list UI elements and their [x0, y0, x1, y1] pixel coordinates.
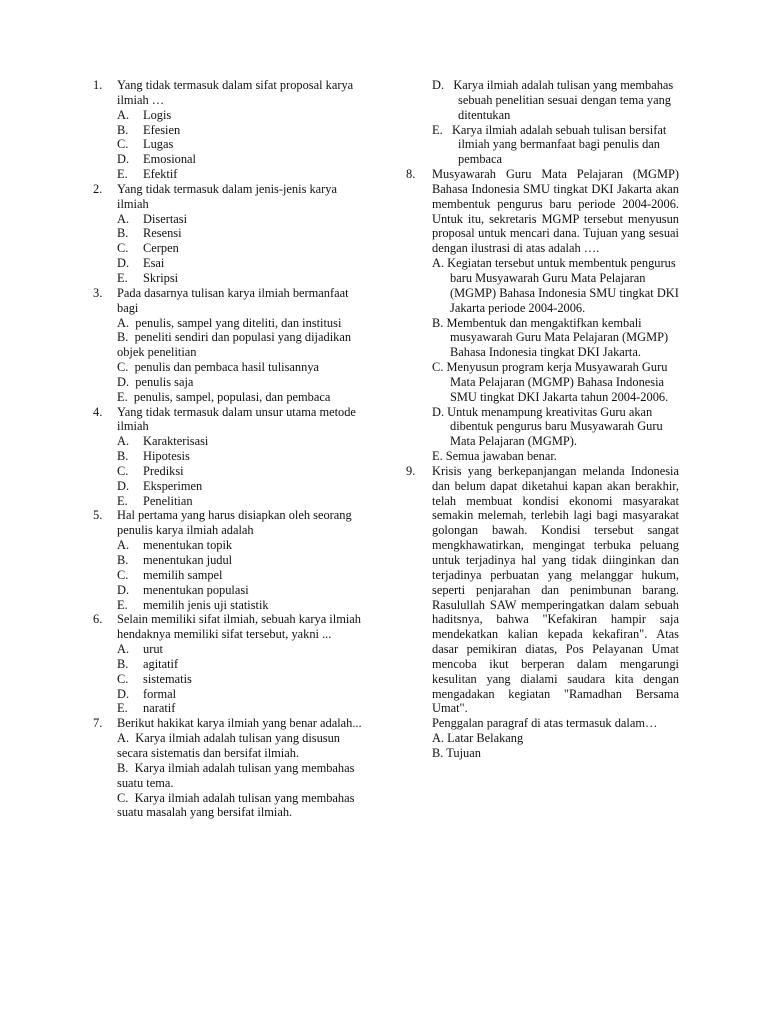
option-a: A. Karakterisasi	[117, 434, 209, 449]
option-a: A. Logis	[117, 107, 172, 122]
option-e: E. Semua jawaban benar.	[432, 449, 557, 464]
question-text: Yang tidak termasuk dalam jenis-jenis karya ilmiah	[117, 181, 337, 211]
question-number: 1.	[93, 78, 103, 92]
question-7-continued	[406, 78, 679, 167]
option-c: C. Prediksi	[117, 463, 184, 478]
question-1	[93, 78, 363, 182]
option-a: A. Latar Belakang	[432, 731, 524, 746]
option-e: E. memilih jenis uji statistik	[117, 597, 269, 612]
question-prompt: Penggalan paragraf di atas termasuk dalam…	[432, 716, 658, 731]
right-column	[406, 78, 679, 761]
option-b: B. agitatif	[117, 656, 179, 671]
option-b: B. menentukan judul	[117, 553, 233, 567]
question-number: 5.	[93, 508, 103, 523]
option-a: A. Karya ilmiah adalah tulisan yang disusun secara sistematis dan bersifat ilmiah.	[117, 731, 340, 760]
option-c: C. sistematis	[117, 671, 192, 686]
question-number: 8.	[406, 167, 416, 182]
option-a: A. urut	[117, 642, 163, 657]
option-b: B. Membentuk dan mengaktifkan kembali musyawarah Guru Mata Pelajaran (MGMP) Bahasa Indonesia tingkat DKI Jakarta.	[432, 315, 669, 360]
option-a: A. Kegiatan tersebut untuk membentuk pengurus baru Musyawarah Guru Mata Pelajaran (MGMP) Bahasa Indonesia SMU tingkat DKI Jakarta periode 2004-2006.	[432, 256, 679, 315]
question-number: 3.	[93, 285, 103, 300]
option-e: E. Skripsi	[117, 270, 179, 285]
option-b: B. Tujuan	[432, 745, 481, 760]
option-c: C. Lugas	[117, 137, 174, 152]
question-7	[93, 716, 363, 820]
option-a: A. menentukan topik	[117, 538, 233, 553]
option-d: D. menentukan populasi	[117, 582, 249, 597]
question-text: Musyawarah Guru Mata Pelajaran (MGMP) Bahasa Indonesia SMU tingkat DKI Jakarta akan membentuk pengurus baru periode 2004-2006. Untuk itu, sekretaris MGMP tersebut menyusun proposal untuk mencari dana. Tujuan yang sesuai dengan ilustrasi di atas adalah ….	[432, 167, 679, 256]
question-5	[93, 508, 363, 612]
option-d: D. Eksperimen	[117, 478, 203, 493]
option-e: E. Karya ilmiah adalah sebuah tulisan bersifat ilmiah yang bermanfaat bagi penulis dan pembaca	[432, 122, 667, 167]
question-8	[406, 167, 679, 464]
question-number: 9.	[406, 463, 416, 478]
option-e: E. naratif	[117, 701, 176, 716]
question-9	[406, 464, 679, 761]
question-number: 4.	[93, 404, 103, 419]
option-b: B. Karya ilmiah adalah tulisan yang membahas suatu tema.	[117, 760, 355, 790]
option-c: C. Cerpen	[117, 241, 179, 256]
question-2	[93, 182, 363, 286]
question-number: 7.	[93, 716, 103, 731]
option-b: B. Efesien	[117, 122, 181, 137]
option-d: D. Emosional	[117, 152, 196, 167]
question-text: Selain memiliki sifat ilmiah, sebuah karya ilmiah hendaknya memiliki sifat tersebut, yakni ...	[117, 612, 361, 642]
question-text: Krisis yang berkepanjangan melanda Indonesia dan belum dapat diketahui kapan akan berakhir, telah membuat kondisi ekonomi masyarakat semakin melemah, terlebih lagi bagi masyarakat golongan bawah. Kondisi tersebut sangat mengkhawatirkan, mengingat terbuka peluang untuk terjadinya hal yang tidak diinginkan dan terjadinya perbuatan yang melanggar hukum, seperti penjarahan dan penimbunan barang. Rasulullah SAW memperingatkan dalam sebuah haditsnya, bahwa "Kefakiran hampir saja mendekatkan kalian kepada kekafiran". Atas dasar pemikiran diatas, Pos Pelayanan Umat mencoba ikut berperan dalam mengarungi kesulitan yang dialami saudara kita dengan mengadakan kegiatan "Ramadhan Bersama Umat".	[432, 463, 679, 716]
option-e: E. penulis, sampel, populasi, dan pembaca	[117, 389, 331, 404]
option-d: D. formal	[117, 686, 177, 701]
question-4	[93, 405, 363, 509]
option-b: B. Hipotesis	[117, 449, 190, 464]
question-6	[93, 612, 363, 716]
question-text: Yang tidak termasuk dalam sifat proposal karya ilmiah …	[117, 78, 354, 107]
question-text: Berikut hakikat karya ilmiah yang benar adalah...	[117, 716, 362, 731]
option-a: A. penulis, sampel yang diteliti, dan institusi	[117, 315, 342, 330]
option-e: E. Penelitian	[117, 493, 193, 508]
option-d: D. Untuk menampung kreativitas Guru akan dibentuk pengurus baru Musyawarah Guru Mata Pelajaran (MGMP).	[432, 404, 663, 449]
option-d: D. penulis saja	[117, 374, 194, 389]
option-c: C. memilih sampel	[117, 567, 223, 582]
option-c: C. penulis dan pembaca hasil tulisannya	[117, 360, 320, 375]
option-b: B. Resensi	[117, 226, 182, 241]
option-c: C. Menyusun program kerja Musyawarah Guru Mata Pelajaran (MGMP) Bahasa Indonesia SMU tingkat DKI Jakarta tahun 2004-2006.	[432, 360, 669, 404]
option-d: D. Esai	[117, 256, 165, 271]
question-number: 2.	[93, 181, 103, 196]
question-3	[93, 286, 363, 405]
option-a: A. Disertasi	[117, 211, 188, 226]
option-b: B. peneliti sendiri dan populasi yang dijadikan objek penelitian	[117, 330, 352, 360]
question-text: Hal pertama yang harus disiapkan oleh seorang penulis karya ilmiah adalah	[117, 508, 352, 538]
option-c: C. Karya ilmiah adalah tulisan yang membahas suatu masalah yang bersifat ilmiah.	[117, 790, 355, 820]
question-text: Pada dasarnya tulisan karya ilmiah bermanfaat bagi	[117, 285, 349, 315]
option-e: E. Efektif	[117, 167, 178, 182]
option-d: D. Karya ilmiah adalah tulisan yang membahas sebuah penelitian sesuai dengan tema yang ditentukan	[432, 78, 674, 122]
left-column	[93, 78, 363, 820]
question-text: Yang tidak termasuk dalam unsur utama metode ilmiah	[117, 404, 356, 434]
question-number: 6.	[93, 612, 103, 627]
